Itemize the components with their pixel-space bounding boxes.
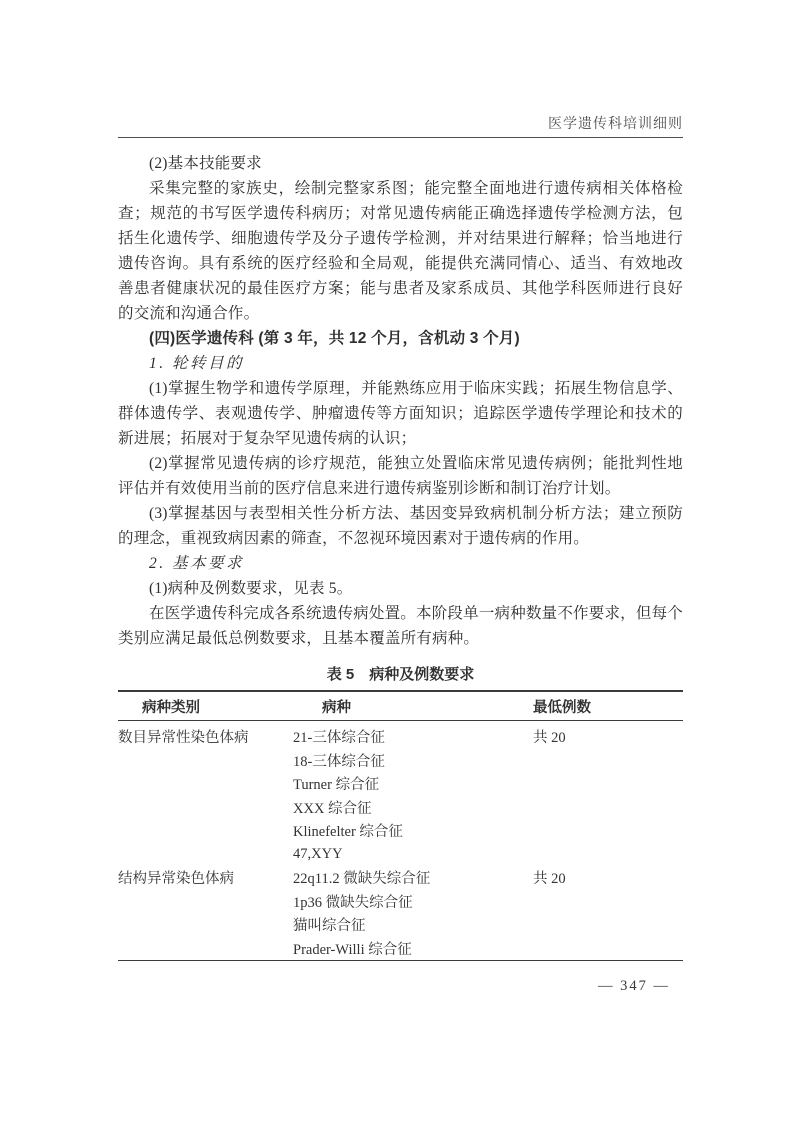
paragraph-skill-heading: (2)基本技能要求 — [149, 155, 262, 172]
table-row — [118, 721, 683, 749]
table-row — [118, 913, 683, 937]
paragraph-purpose-2: (2)掌握常见遗传病的诊疗规范，能独立处置临床常见遗传病例；能批判性地评估并有效使用当前的医疗信息来进行遗传病鉴别诊断和制订治疗计划。 — [118, 455, 683, 497]
empty-cell — [118, 913, 293, 937]
disease-cell: 1p36 微缺失综合征 — [293, 894, 413, 911]
paragraph-requirement-intro: (1)病种及例数要求，见表 5。 — [149, 580, 353, 597]
category-cell: 结构异常染色体病 — [118, 871, 234, 888]
table-caption: 表 5 病种及例数要求 — [326, 666, 475, 683]
table-row — [118, 749, 683, 773]
empty-cell — [530, 819, 683, 843]
min-cases-cell: 共 20 — [533, 730, 566, 747]
table-header-row — [118, 691, 683, 721]
disease-cell: XXX 综合征 — [293, 800, 372, 817]
empty-cell — [530, 796, 683, 820]
disease-cell: Prader-Willi 综合征 — [293, 941, 412, 958]
running-header: 医学遗传科培训细则 — [548, 117, 683, 132]
subsection-heading-rotation-purpose: 1. 轮转目的 — [149, 355, 245, 372]
disease-cell: 47,XYY — [293, 845, 343, 862]
empty-cell — [530, 843, 683, 867]
disease-cell: 猫叫综合征 — [293, 918, 366, 935]
table-row — [118, 866, 683, 890]
disease-cell: 18-三体综合征 — [293, 753, 385, 770]
table-row — [118, 843, 683, 867]
column-header-disease: 病种 — [293, 691, 530, 721]
document-body — [118, 151, 683, 651]
subsection-heading-basic-requirements: 2. 基本要求 — [149, 555, 245, 572]
header-rule — [118, 137, 683, 138]
table-row — [118, 796, 683, 820]
empty-cell — [530, 913, 683, 937]
page-number: — 347 — — [598, 978, 670, 994]
paragraph-skill-body: 采集完整的家族史，绘制完整家系图；能完整全面地进行遗传病相关体格检查；规范的书写医学遗传科病历；对常见遗传病能正确选择遗传学检测方法，包括生化遗传学、细胞遗传学及分子遗传学检测，并对结果进行解释；恰当地进行遗传咨询。具有系统的医疗经验和全局观，能提供充满同情心、适当、有效地改善患者健康状况的最佳医疗方案；能与患者及家系成员、其他学科医师进行良好的交流和沟通合作。 — [118, 180, 683, 322]
empty-cell — [118, 749, 293, 773]
table-row — [118, 937, 683, 961]
table-row — [118, 890, 683, 914]
column-header-category: 病种类别 — [118, 691, 293, 721]
empty-cell — [118, 772, 293, 796]
empty-cell — [118, 796, 293, 820]
disease-table — [118, 690, 683, 961]
empty-cell — [118, 890, 293, 914]
empty-cell — [118, 843, 293, 867]
paragraph-purpose-3: (3)掌握基因与表型相关性分析方法、基因变异致病机制分析方法；建立预防的理念，重视致病因素的筛查，不忽视环境因素对于遗传病的作用。 — [118, 505, 683, 547]
empty-cell — [118, 819, 293, 843]
empty-cell — [530, 890, 683, 914]
disease-cell: 22q11.2 微缺失综合征 — [293, 871, 431, 888]
paragraph-purpose-1: (1)掌握生物学和遗传学原理，并能熟练应用于临床实践；拓展生物信息学、群体遗传学、表观遗传学、肿瘤遗传等方面知识；追踪医学遗传学理论和技术的新进展；拓展对于复杂罕见遗传病的认识； — [118, 380, 683, 447]
category-cell: 数目异常性染色体病 — [118, 730, 249, 747]
column-header-min-cases: 最低例数 — [530, 691, 683, 721]
empty-cell — [118, 937, 293, 961]
section-heading-genetics-dept: (四)医学遗传科 (第 3 年，共 12 个月，含机动 3 个月) — [149, 330, 520, 347]
table-row — [118, 772, 683, 796]
paragraph-requirement-detail: 在医学遗传科完成各系统遗传病处置。本阶段单一病种数量不作要求，但每个类别应满足最低总例数要求，且基本覆盖所有病种。 — [118, 605, 683, 647]
empty-cell — [530, 772, 683, 796]
min-cases-cell: 共 20 — [533, 871, 566, 888]
table-row — [118, 819, 683, 843]
disease-cell: Turner 综合征 — [293, 777, 380, 794]
disease-cell: 21-三体综合征 — [293, 730, 385, 747]
empty-cell — [530, 937, 683, 961]
empty-cell — [530, 749, 683, 773]
disease-cell: Klinefelter 综合征 — [293, 824, 403, 841]
